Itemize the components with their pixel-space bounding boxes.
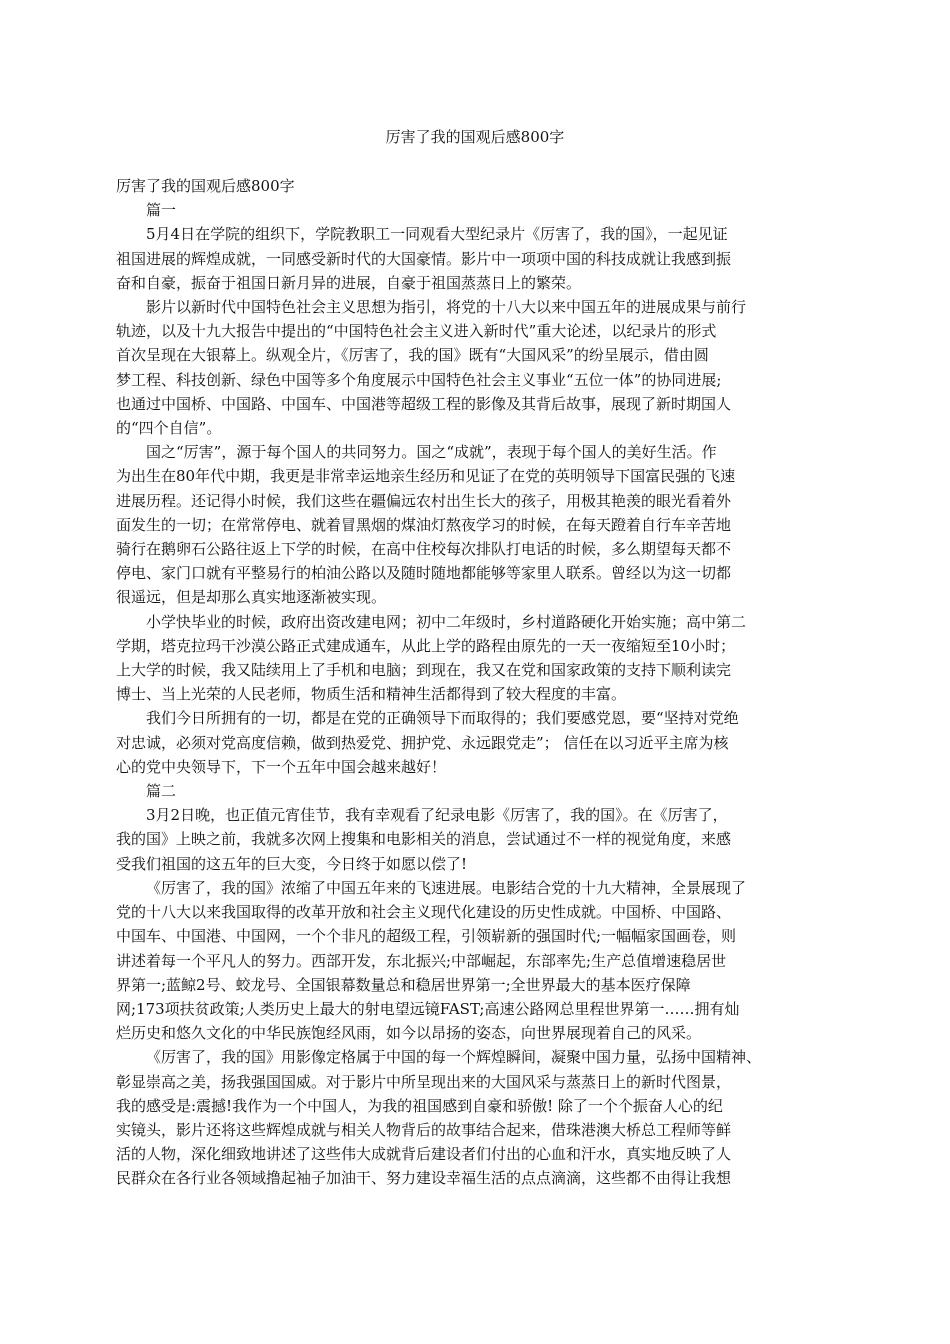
document-body (116, 174, 816, 1191)
paragraph (116, 706, 816, 779)
text-line: 网;173项扶贫政策;人类历史上最大的射电望远镜FAST;高速公路网总里程世界第一……拥有灿 (116, 999, 740, 1018)
text-line: 轨迹，以及十九大报告中提出的“中国特色社会主义进入新时代”重大论述，以纪录片的形式 (116, 322, 717, 341)
text-line: 对忠诚，必须对党高度信赖，做到热爱党、拥护党、永远跟党走”； 信任在以习近平主席为核 (116, 733, 729, 752)
text-line: 的“四个自信”。 (116, 419, 222, 438)
text-line: 《厉害了，我的国》浓缩了中国五年来的飞速进展。电影结合党的十九大精神，全景展现了 (146, 878, 747, 897)
paragraph (116, 295, 816, 440)
text-line: 中国车、中国港、中国网，一个个非凡的超级工程，引领崭新的强国时代;一幅幅家国画卷，则 (116, 927, 737, 946)
text-line: 5月4日在学院的组织下，学院教职工一同观看大型纪录片《厉害了，我的国》，一起见证 (146, 225, 728, 244)
text-line: 奋和自豪，振奋于祖国日新月异的进展，自豪于祖国蒸蒸日上的繁荣。 (116, 273, 582, 292)
text-line: 受我们祖国的这五年的巨大变，今日终于如愿以偿了! (116, 854, 468, 873)
text-line: 3月2日晚，也正值元宵佳节，我有幸观看了纪录电影《厉害了，我的国》。在《厉害了， (146, 806, 728, 825)
text-line: 上大学的时候，我又陆续用上了手机和电脑；到现在，我又在党和国家政策的支持下顺利读完 (116, 661, 732, 680)
text-line: 党的十八大以来我国取得的改革开放和社会主义现代化建设的历史性成就。中国桥、中国路、 (116, 903, 732, 922)
text-line: 祖国进展的辉煌成就，一同感受新时代的大国豪情。影片中一项项中国的科技成就让我感到振 (116, 249, 732, 268)
text-line: 我的国》上映之前，我就多次网上搜集和电影相关的消息，尝试通过不一样的视觉角度，来感 (116, 830, 732, 849)
text-line: 心的党中央领导下，下一个五年中国会越来越好！ (116, 757, 447, 776)
text-line: 进展历程。还记得小时候，我们这些在疆偏远农村出生长大的孩子，用极其艳羡的眼光看着外 (116, 491, 732, 510)
text-line: 很遥远，但是却那么真实地逐渐被实现。 (116, 588, 387, 607)
text-line: 我们今日所拥有的一切，都是在党的正确领导下而取得的；我们要感党恩，要“坚持对党绝 (146, 709, 739, 728)
text-line: 我的感受是:震撼!我作为一个中国人，为我的祖国感到自豪和骄傲! 除了一个个振奋人心的纪 (116, 1096, 723, 1115)
paragraph (116, 222, 816, 295)
text-line: 博士、当上光荣的人民老师，物质生活和精神生活都得到了较大程度的丰富。 (116, 685, 627, 704)
text-line: 烂历史和悠久文化的中华民族饱经风雨，如今以昂扬的姿态，向世界展现着自己的风采。 (116, 1024, 702, 1043)
text-line: 彰显崇高之美，扬我强国国威。对于影片中所呈现出来的大国风采与蒸蒸日上的新时代图景， (116, 1072, 732, 1091)
text-line: 也通过中国桥、中国路、中国车、中国港等超级工程的影像及其背后故事，展现了新时期国人 (116, 394, 732, 413)
text-line: 国之“厉害”，源于每个国人的共同努力。国之“成就”，表现于每个国人的美好生活。作 (146, 443, 717, 462)
text-line: 讲述着每一个平凡人的努力。西部开发，东北振兴;中部崛起，东部率先;生产总值增速稳居世 (116, 951, 727, 970)
text-line: 为出生在80年代中期，我更是非常幸运地亲生经历和见证了在党的英明领导下国富民强的飞速 (116, 467, 736, 486)
paragraph (116, 1045, 816, 1190)
section-label: 篇一 (146, 201, 177, 220)
text-line: 影片以新时代中国特色社会主义思想为指引，将党的十八大以来中国五年的进展成果与前行 (146, 298, 747, 317)
paragraph (116, 440, 816, 609)
text-line: 界第一;蓝鲸2号、蛟龙号、全国银幕数量总和稳居世界第一;全世界最大的基本医疗保障 (116, 975, 691, 994)
text-line: 首次呈现在大银幕上。纵观全片，《厉害了，我的国》既有“大国风采”的纷呈展示，借由圆 (116, 346, 709, 365)
document-title: 厉害了我的国观后感800字 (385, 128, 565, 146)
text-line: 《厉害了，我的国》用影像定格属于中国的每一个辉煌瞬间，凝聚中国力量，弘扬中国精神、 (146, 1048, 762, 1067)
section-label: 篇二 (146, 782, 177, 801)
text-line: 学期，塔克拉玛干沙漠公路正式建成通车，从此上学的路程由原先的一天一夜缩短至10小时； (116, 636, 736, 655)
text-line: 民群众在各行业各领域撸起袖子加油干、努力建设幸福生活的点点滴滴，这些都不由得让我想 (116, 1169, 732, 1188)
document-subtitle: 厉害了我的国观后感800字 (116, 177, 295, 195)
text-line: 骑行在鹅卵石公路往返上下学的时候，在高中住校每次排队打电话的时候，多么期望每天都不 (116, 540, 732, 559)
paragraph (116, 610, 816, 707)
text-line: 面发生的一切；在常常停电、就着冒黑烟的煤油灯熬夜学习的时候，在每天蹬着自行车辛苦地 (116, 515, 732, 534)
text-line: 活的人物，深化细致地讲述了这些伟大成就背后建设者们付出的心血和汗水，真实地反映了人 (116, 1145, 732, 1164)
text-line: 梦工程、科技创新、绿色中国等多个角度展示中国特色社会主义事业“五位一体”的协同进展; (116, 370, 722, 389)
text-line: 停电、家门口就有平整易行的柏油公路以及随时随地都能够等家里人联系。曾经以为这一切都 (116, 564, 732, 583)
text-line: 小学快毕业的时候，政府出资改建电网；初中二年级时，乡村道路硬化开始实施；高中第二 (146, 612, 747, 631)
paragraph (116, 876, 816, 1045)
text-line: 实镜头，影片还将这些辉煌成就与相关人物背后的故事结合起来，借珠港澳大桥总工程师等鲜 (116, 1120, 732, 1139)
paragraph (116, 803, 816, 876)
